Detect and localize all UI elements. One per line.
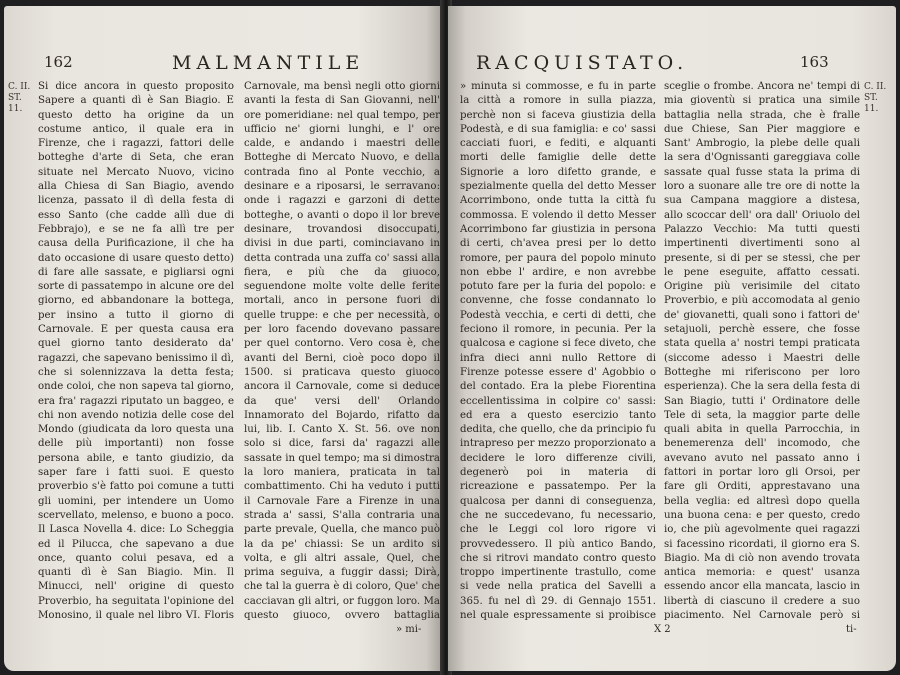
signature-mark: X 2	[654, 624, 671, 635]
right-column-1-text: » minuta si commosse, e fu in parte la città a romore in sulla piazza, perchè non si faceva giustizia della Podestà, e di sua famiglia: e co' sassi cacciati fuori, e fediti, e alquanti morti delle famiglie delle dette Signorie a loro difetto grande, e spezialmente quella del detto Messer Acorrimbono, onde tutta la città fu commossa. E volendo il detto Messer Acorrimbono far giustizia in persona di certi, ch'avea presi per lo detto romore, per paura del popolo minuto non ebbe l' ardire, e non avrebbe potuto fare per la furia del popolo: e convenne, che fosse condannato lo Podestà vecchia, e certi di detti, che feciono il romore, in pecunia. Per la qualcosa e cagione si fece diveto, che infra dieci anni nullo Rettore di Firenze potesse essere d' Agobbio o del contado. Era la plebe Fiorentina eccellentissima in colpire co' sassi: ed era a questo esercizio tanto dedita, che quello, che da principio fu intrapreso per mezzo proporzionato a decidere le loro differenze civili, degenerò poi in materia di ricreazione e passatempo. Per la qualcosa per danni di conseguenza, che ne succedevano, fu necessario, che le Leggi col loro rigore vi provvedessero. Il più antico Bando, che si ritrovi mandato contro questo troppo impertinente trastullo, come si vede nella pratica del Savelli a 365. fu nel dì 29. di Gennajo 1551. nel quale espressamente si proibisce	[460, 81, 656, 620]
right-running-head: RACQUISTATO.	[476, 52, 689, 74]
left-column-1-text: Si dice ancora in questo proposito Sapere a quanti dì è San Biagio. E questo detto ha origine da un costume antico, il quale era in Firenze, che i ragazzi, fattori delle botteghe d'arte di Seta, che eran situate nel Mercato Nuovo, vicino alla Chiesa di San Biagio, avendo licenza, passato il dì della festa di esso Santo (che cadde allì due di Febbrajo), e se ne fa allì tre per causa della Purificazione, il che ha dato occasione di usare questo detto) di fare alle sassate, e pigliarsi ogni sorte di passatempo in alcune ore del giorno, ed abbandonare la bottega, per insino a tutto il giorno di Carnovale. E per questa causa era quel giorno tanto desiderato da' ragazzi, che sapevano benissimo il dì, che si solennizzava la detta festa; onde coloi, che non sapeva tal giorno, era fra' ragazzi riputato un baggeo, e chi non avendo notizia delle cose del Mondo (giudicata da loro questa una delle più importanti) non fosse persona abile, e tanto giudizio, da saper fare i fatti suoi. E questo proverbio s'è fatto poi comune a tutti gli uomini, per intendere un Uomo scervellato, melenso, e buono a poco. Il Lasca Novella 4. dice: Lo Scheggia ed il Pilucca, che sapevano a due once, quanto colui pesava, ed a quanti dì è San Biagio. Min. Il Minucci, nell' origine di questo Proverbio, ha seguitata l'opinione del Monosino, il quale nel libro VI. Floris	[38, 81, 234, 620]
right-column-1	[460, 80, 656, 620]
left-column-2	[244, 80, 440, 620]
right-page-number: 163	[800, 53, 829, 71]
right-column-2-text: sceglie o frombe. Ancora ne' tempi di mia gioventù si pratica una simile battaglia nella strada, che è fralle due Chiese, San Pier maggiore e Sant' Ambrogio, la plebe delle quali la sera d'Ognissanti gareggiava colle sassate qual fusse stata la prima di loro a suonare alle tre ore di notte la sua Campana maggiore a distesa, allo scoccar dell' ora dall' Oriuolo del Palazzo Vecchio: Ma tutti questi impertinenti divertimenti sono al presente, si di per se stessi, che per le pene eseguite, affatto cessati. Origine più verisimile del citato Proverbio, e più accomodata al genio de' giovanetti, quali sono i fattori de' setajuoli, perchè essere, che fosse stata quella a' nostri tempi praticata (siccome adesso i Maestri delle Botteghe mi riferiscono per loro esperienza). Che la sera della festa di San Biagio, tutti i' Ordinatore delle Tele di seta, la maggior parte delle quali abita in quella Parrocchia, in benemerenza dell' incomodo, che avevano avuto nel passato anno i fattori in portar loro gli Orsoi, per fare gli Orditi, apprestavano una bella veglia: ed altresì dopo quella una buona cena: e per questo, credo io, che più agevolmente quei ragazzi si facessino ricordati, il giorno era S. Biagio. Ma di ciò non avendo trovata antica memoria: e quest' usanza essendo ancor ella mancata, lascio in libertà di ciascuno il credere a suo piacimento. Nel Carnovale però si	[664, 81, 860, 620]
right-column-2	[664, 80, 860, 620]
left-column-1	[38, 80, 234, 620]
right-page	[448, 6, 896, 671]
left-column-2-text: Carnovale, ma bensì negli otto giorni avanti la festa di San Giovanni, nell' ore pomeridiane: nel qual tempo, per ufficio ne' giorni lunghi, e l' ore calde, e andando i maestri delle Botteghe di Mercato Nuovo, e della contrada fino al Ponte vecchio, a desinare e a riposarsi, le serravano: onde i ragazzi e garzoni di dette botteghe, o avanti o dopo il lor breve desinare, trovandosi disoccupati, divisi in due parti, cominciavano in detta contrada una zuffa co' sassi alla fiera, e più che da giuoco, seguendone molte volte delle ferite mortali, anco in persone fuori di quelle truppe: e che per necessità, o per loro facendo dovevano passare per quel contorno. Vero cosa è, che avanti del Berni, cioè poco dopo il 1500. si praticava questo giuoco ancora il Carnovale, come si deduce da que' versi dell' Orlando Innamorato del Bojardo, rifatto da lui, lib. I. Canto X. St. 56. ove non solo si dice, farsi da' ragazzi alle sassate in quel tempo; ma si dimostra la loro maniera, praticata in tal combattimento. Chi ha veduto i putti il Carnovale Fare a Firenze in una strada a' sassi, S'alla contraria una parte prevale, Quella, che manco può la da pe' chiassi: Se un ardito si volta, e gli altri assale, Quel, che prima seguiva, a fuggir dassi; Dirà, che tal la guerra è di coloro, Que' che cacciavan gli altri, or fuggon loro. Ma questo giuoco, ovvero battaglia	[244, 81, 440, 620]
left-page-number: 162	[44, 53, 73, 71]
left-page	[4, 6, 444, 671]
left-margin-note: C. II. ST. 11.	[8, 82, 31, 114]
left-catchword: » mi-	[396, 624, 422, 635]
right-margin-note: C. II. ST. 11.	[864, 82, 887, 114]
left-running-head: MALMANTILE	[172, 52, 365, 74]
right-catchword: ti-	[846, 624, 857, 635]
